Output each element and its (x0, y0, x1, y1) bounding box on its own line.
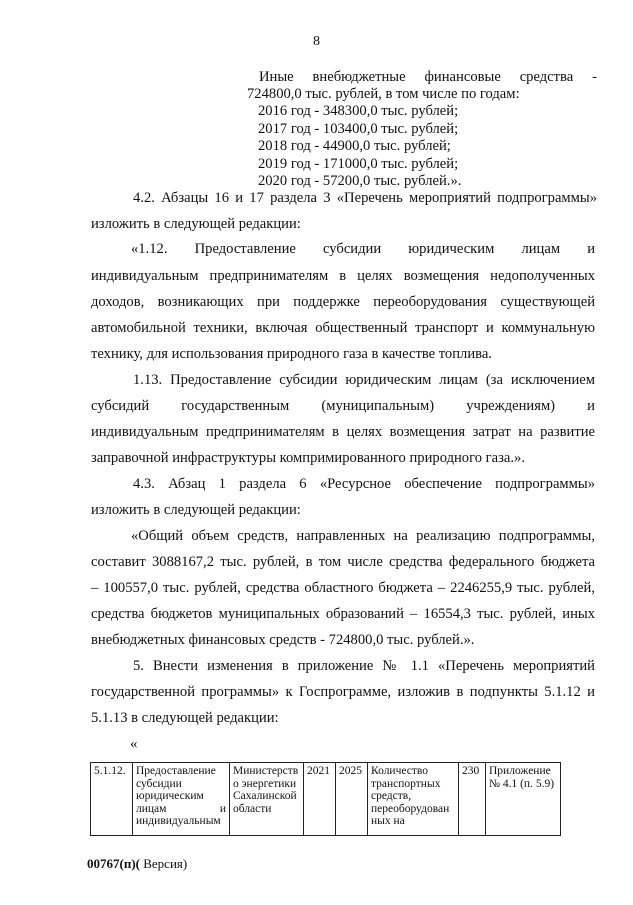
program-table (90, 762, 561, 836)
indicator-code-cell: 230 (459, 763, 486, 836)
document-code: 00767(п)( (87, 856, 140, 871)
version-label: Версия) (139, 856, 188, 871)
text-line: 2019 год - 171000,0 тыс. рублей; (258, 156, 459, 172)
text-line: 5.1.13 в следующей редакции: (91, 710, 279, 726)
text-line: 4.2. Абзацы 16 и 17 раздела 3 «Перечень мероприятий подпрограммы» (133, 190, 597, 206)
end-year-cell: 2025 (336, 763, 368, 836)
text-line: 2017 год - 103400,0 тыс. рублей; (258, 121, 459, 137)
table-row (91, 763, 561, 836)
text-line: индивидуальным предпринимателям в целях возмещения затрат на развитие (91, 424, 595, 440)
indicator-cell: Количество транспортных средств, переоборудован ных на (368, 763, 459, 836)
opening-quote: « (130, 736, 138, 752)
text-line: 4.3. Абзац 1 раздела 6 «Ресурсное обеспечение подпрограммы» (133, 476, 595, 492)
text-line: 2018 год - 44900,0 тыс. рублей; (258, 138, 451, 154)
text-line: 2016 год - 348300,0 тыс. рублей; (258, 103, 459, 119)
text-line: технику, для использования природного газа в качестве топлива. (91, 346, 492, 362)
text-line: составит 3088167,2 тыс. рублей, в том числе средства федерального бюджета (91, 554, 595, 570)
text-line: 2020 год - 57200,0 тыс. рублей.». (258, 173, 462, 189)
executor-cell: Министерств о энергетики Сахалинской области (230, 763, 304, 836)
document-footer (87, 856, 187, 872)
text-line: «Общий объем средств, направленных на реализацию подпрограммы, (131, 528, 595, 544)
page-number: 8 (313, 34, 320, 49)
text-line: 5. Внести изменения в приложение № 1.1 «Перечень мероприятий (133, 658, 595, 674)
text-line: изложить в следующей редакции: (91, 216, 301, 232)
text-line: заправочной инфраструктуры компримированного природного газа.». (91, 450, 525, 466)
text-line: внебюджетных финансовых средств - 724800,0 тыс. рублей.». (91, 632, 475, 648)
text-line: изложить в следующей редакции: (91, 502, 301, 518)
text-line: 724800,0 тыс. рублей, в том числе по годам: (247, 86, 520, 102)
measure-name-cell: Предоставление субсидии юридическим лицам и индивидуальным (133, 763, 230, 836)
text-line: «1.12. Предоставление субсидии юридическим лицам и (131, 241, 595, 257)
start-year-cell: 2021 (304, 763, 336, 836)
text-line: – 100557,0 тыс. рублей, средства областного бюджета – 2246255,9 тыс. рублей, (91, 580, 595, 596)
text-line: средства бюджетов муниципальных образований – 16554,3 тыс. рублей, иных (91, 606, 595, 622)
text-line: 1.13. Предоставление субсидии юридическим лицам (за исключением (133, 372, 595, 388)
attachment-cell: Приложение № 4.1 (п. 5.9) (486, 763, 561, 836)
text-line: индивидуальным предпринимателям в целях возмещения недополученных (91, 268, 595, 284)
text-line: субсидий государственным (муниципальным) учреждениям) и (91, 398, 595, 414)
text-line: автомобильной техники, включая общественный транспорт и коммунальную (91, 320, 595, 336)
text-line: государственной программы» к Госпрограмме, изложив в подпункты 5.1.12 и (91, 684, 595, 700)
text-line: Иные внебюджетные финансовые средства - (259, 69, 597, 85)
text-line: доходов, возникающих при поддержке переоборудования существующей (91, 294, 595, 310)
code-cell: 5.1.12. (91, 763, 133, 836)
